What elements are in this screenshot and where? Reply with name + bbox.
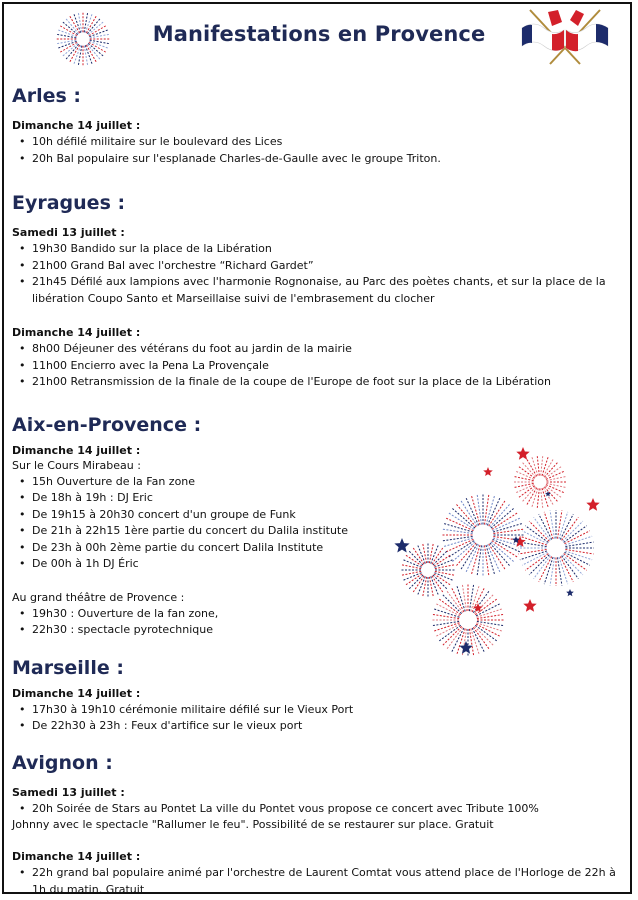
city-heading: Arles :: [12, 85, 81, 107]
event-item: • De 23h à 00h 2ème partie du concert Dalila Institute: [12, 540, 412, 557]
section-1: [12, 191, 630, 391]
event-list: [12, 341, 630, 391]
city-heading: Marseille :: [12, 656, 124, 679]
event-date: Dimanche 14 juillet :: [12, 326, 141, 339]
event-item: • 21h45 Défilé aux lampions avec l'harmonie Rognonaise, au Parc des poètes chants, et sur la place de la libération Coupo Santo et Marseillaise suivi de l'embrasement du clocher: [12, 274, 630, 307]
event-block: [12, 225, 630, 307]
event-item: • 21h00 Grand Bal avec l'orchestre “Richard Gardet”: [12, 258, 630, 275]
event-list: [12, 865, 630, 898]
event-item: • 22h grand bal populaire animé par l'orchestre de Laurent Comtat vous attend place de l'Horloge de 22h à 1h du matin. Gratuit: [12, 865, 630, 898]
city-heading: Aix-en-Provence :: [12, 413, 202, 436]
section-3: [12, 656, 630, 735]
event-list: [12, 801, 630, 818]
event-item: • 19h30 : Ouverture de la fan zone,: [12, 606, 630, 623]
city-heading: Eyragues :: [12, 192, 126, 214]
event-date: Dimanche 14 juillet :: [12, 686, 141, 700]
event-item: • De 19h15 à 20h30 concert d'un groupe de Funk: [12, 507, 412, 524]
event-item: • 10h défilé militaire sur le boulevard des Lices: [12, 134, 630, 151]
event-item: • De 18h à 19h : DJ Eric: [12, 490, 412, 507]
event-item-continued: Johnny avec le spectacle "Rallumer le feu". Possibilité de se restaurer sur place. Gratuit: [12, 818, 494, 831]
city-heading: Avignon :: [12, 751, 113, 774]
event-block: [12, 325, 630, 391]
event-block: [12, 686, 630, 735]
event-item: • 17h30 à 19h10 cérémonie militaire défilé sur le Vieux Port: [12, 702, 630, 719]
event-item: • De 22h30 à 23h : Feux d'artifice sur le vieux port: [12, 718, 630, 735]
event-item: • De 00h à 1h DJ Éric: [12, 556, 412, 573]
event-item: • 20h Soirée de Stars au Pontet La ville du Pontet vous propose ce concert avec Tribute 100%: [12, 801, 630, 818]
section-4: [12, 751, 630, 899]
event-item: • 15h Ouverture de la Fan zone: [12, 474, 412, 491]
event-list: [12, 241, 630, 307]
event-date: Samedi 13 juillet :: [12, 226, 125, 239]
event-date: Samedi 13 juillet :: [12, 785, 125, 799]
event-date: Dimanche 14 juillet :: [12, 443, 141, 457]
venue-label: Sur le Cours Mirabeau :: [12, 458, 141, 472]
event-block: [12, 118, 630, 167]
section-0: [12, 84, 630, 167]
event-date: Dimanche 14 juillet :: [12, 119, 141, 132]
event-item: • 8h00 Déjeuner des vétérans du foot au jardin de la mairie: [12, 341, 630, 358]
event-item: • 11h00 Encierro avec la Pena La Provençale: [12, 358, 630, 375]
event-item: • De 21h à 22h15 1ère partie du concert du Dalila institute: [12, 523, 412, 540]
event-list: [12, 702, 630, 735]
page-title: Manifestations en Provence: [152, 22, 486, 46]
event-item: • 19h30 Bandido sur la place de la Libération: [12, 241, 630, 258]
event-list: [12, 134, 630, 167]
event-item: • 22h30 : spectacle pyrotechnique: [12, 622, 630, 639]
event-block: [12, 849, 630, 898]
event-block: [12, 785, 630, 833]
french-flags-icon: [518, 8, 612, 66]
fireworks-icon: [388, 440, 608, 665]
event-item: • 21h00 Retransmission de la finale de la coupe de l'Europe de foot sur la place de la Libération: [12, 374, 630, 391]
event-date: Dimanche 14 juillet :: [12, 850, 141, 863]
event-item: • 20h Bal populaire sur l'esplanade Charles-de-Gaulle avec le groupe Triton.: [12, 151, 630, 168]
venue-label: Au grand théâtre de Provence :: [12, 590, 185, 604]
